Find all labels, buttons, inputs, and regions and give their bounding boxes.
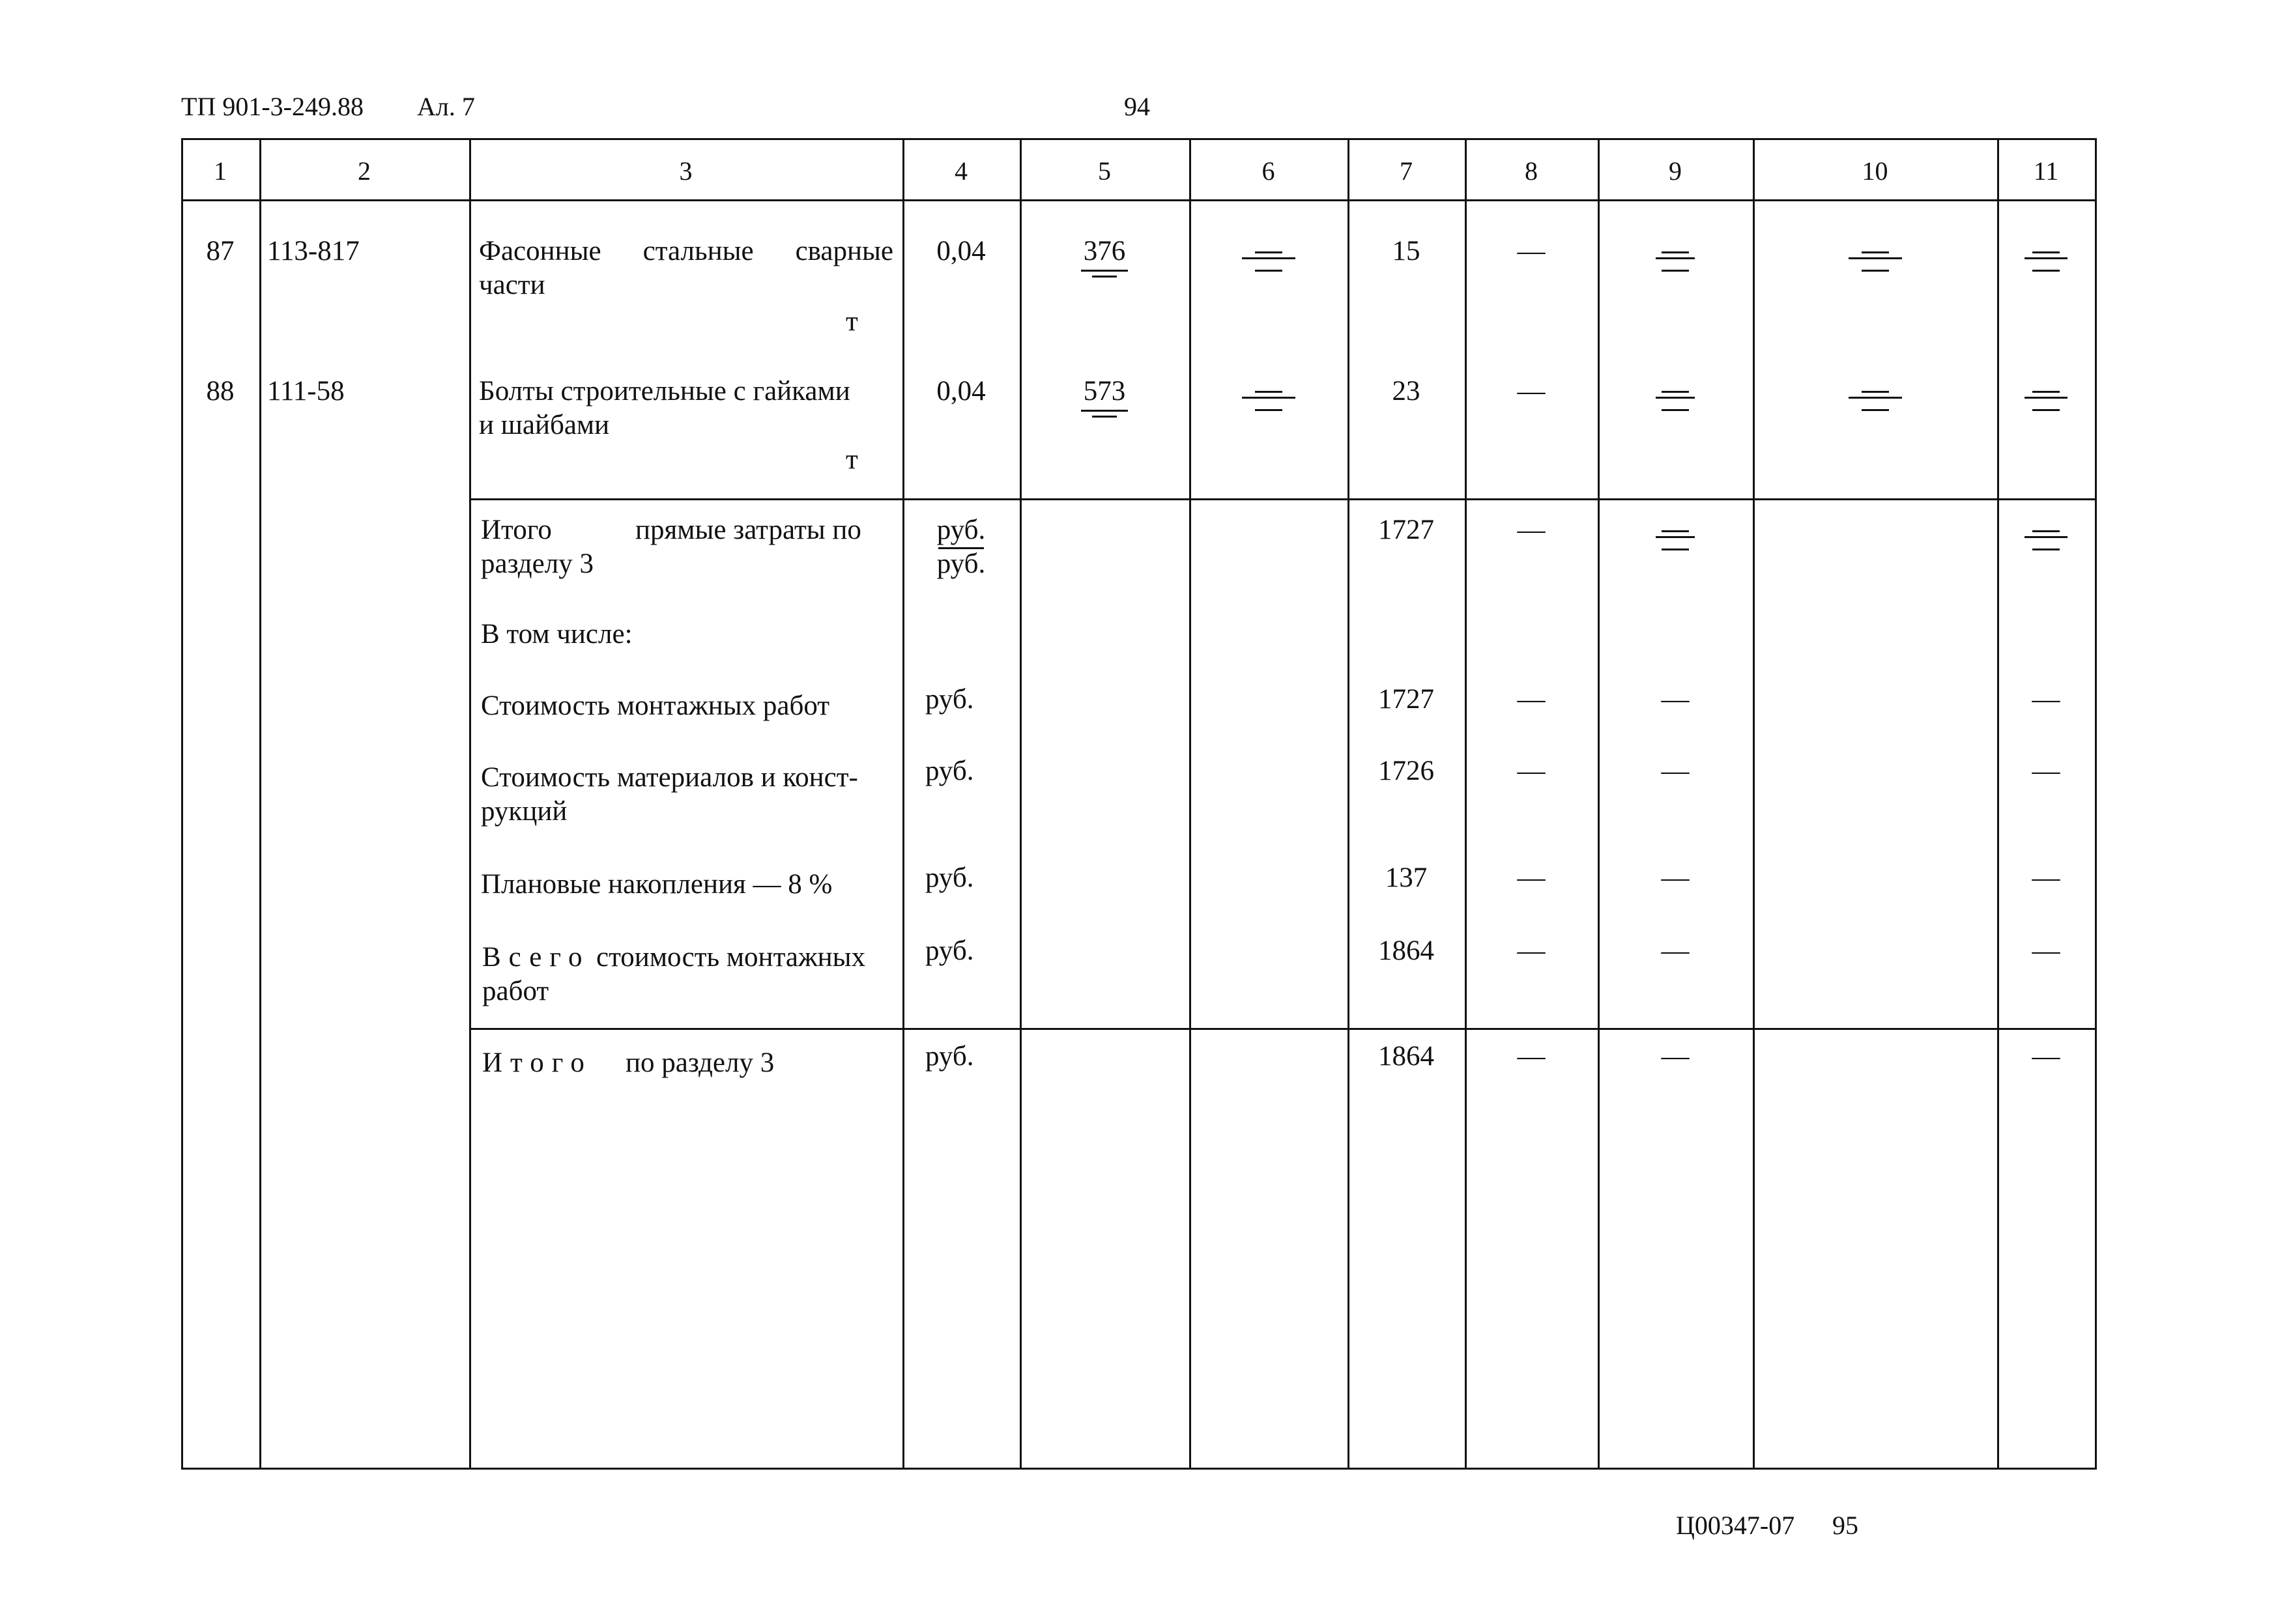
total-col9: —	[1661, 935, 1690, 966]
row-unit: т	[846, 306, 858, 337]
item-label: Стоимость монтажных работ	[481, 691, 830, 721]
col-header-11: 11	[2033, 156, 2059, 186]
row-col8-value: —	[1517, 236, 1546, 266]
row-col5-value: 573	[1083, 376, 1126, 406]
table-top-border	[181, 138, 2097, 140]
col-line-9	[1753, 138, 1755, 1470]
summary-unit-bottom: руб.	[936, 548, 986, 579]
col-header-1: 1	[214, 156, 227, 186]
row-name-line2: части	[479, 270, 545, 300]
row-col5-fraction	[1020, 235, 1189, 278]
row-col5-fraction	[1020, 375, 1189, 418]
item-col8: —	[1517, 684, 1546, 715]
item-col7: 137	[1385, 862, 1428, 893]
col-line-8	[1598, 138, 1600, 1470]
summary-col7: 1727	[1378, 515, 1434, 545]
item-label: Стоимость материалов и конст-	[481, 762, 858, 793]
col-header-8: 8	[1525, 156, 1538, 186]
col-header-10: 10	[1862, 156, 1888, 186]
page-number: 94	[1124, 92, 1150, 121]
row-col7-value: 23	[1392, 376, 1420, 406]
col-line-10	[1997, 138, 1999, 1470]
row-unit: т	[846, 444, 858, 475]
section-total-col8: —	[1517, 1041, 1546, 1072]
section-total-col9: —	[1661, 1041, 1690, 1072]
row-code: 113-817	[267, 236, 360, 266]
col-line-2	[469, 138, 471, 1470]
row-col10-fraction	[1753, 250, 1997, 272]
item-col7: 1727	[1378, 684, 1434, 715]
row-name-line1: Болты строительные с гайками	[479, 376, 850, 406]
item-label: Плановые накопления — 8 %	[481, 869, 833, 900]
summary-unit-top: руб.	[936, 515, 986, 545]
item-col11: —	[2032, 756, 2060, 786]
table-bottom-border	[181, 1468, 2097, 1470]
row-col10-fraction	[1753, 390, 1997, 411]
col-header-6: 6	[1261, 156, 1275, 186]
section-total-unit: руб.	[925, 1041, 974, 1072]
total-col8: —	[1517, 935, 1546, 966]
item-col9: —	[1661, 684, 1690, 715]
document-code: ТП 901-3-249.88	[181, 92, 364, 121]
row-quantity: 0,04	[936, 236, 986, 266]
row-col5-value: 376	[1083, 236, 1126, 266]
album-number: Ал. 7	[417, 92, 475, 121]
row-col6-fraction	[1189, 250, 1347, 272]
section-total-col11: —	[2032, 1041, 2060, 1072]
col-header-4: 4	[955, 156, 968, 186]
row-code: 111-58	[267, 376, 345, 406]
row-col9-fraction	[1598, 390, 1753, 411]
total-col11: —	[2032, 935, 2060, 966]
item-col9: —	[1661, 862, 1690, 893]
item-label-line2: рукций	[481, 796, 568, 827]
row-quantity: 0,04	[936, 376, 986, 406]
row-col8-value: —	[1517, 376, 1546, 406]
item-unit: руб.	[925, 862, 974, 893]
total-word: Всего	[482, 942, 590, 973]
summary-col9-fraction	[1598, 529, 1753, 550]
row-col6-fraction	[1189, 390, 1347, 411]
section-total-col7: 1864	[1378, 1041, 1434, 1072]
summary-itogo-word: Итого	[481, 515, 552, 545]
col-header-9: 9	[1669, 156, 1682, 186]
col-header-5: 5	[1098, 156, 1111, 186]
col-line-3	[902, 138, 904, 1470]
total-unit: руб.	[925, 935, 974, 966]
row-col11-fraction	[1997, 250, 2095, 272]
row-number: 88	[206, 376, 235, 406]
section-total-word: Итого	[482, 1047, 592, 1078]
col-header-7: 7	[1400, 156, 1413, 186]
col-header-2: 2	[358, 156, 371, 186]
row-col7-value: 15	[1392, 236, 1420, 266]
summary-itogo-rest: прямые затраты по	[635, 515, 861, 545]
item-col9: —	[1661, 756, 1690, 786]
item-col11: —	[2032, 862, 2060, 893]
item-unit: руб.	[925, 684, 974, 715]
total-col7: 1864	[1378, 935, 1434, 966]
section-total-rest: по разделу 3	[626, 1047, 775, 1078]
item-col11: —	[2032, 684, 2060, 715]
col-line-5	[1189, 138, 1191, 1470]
footer-code: Ц00347-07	[1676, 1511, 1795, 1540]
summary-itogo-line2: разделу 3	[481, 548, 594, 579]
row-number: 87	[206, 236, 235, 266]
row-name-line1: Фасонные стальные сварные	[479, 236, 893, 266]
row-name-line2: и шайбами	[479, 410, 610, 440]
item-unit: руб.	[925, 756, 974, 786]
col-line-1	[259, 138, 261, 1470]
item-col8: —	[1517, 756, 1546, 786]
row-col9-fraction	[1598, 250, 1753, 272]
section-total-divider	[469, 1028, 2097, 1030]
footer-page: 95	[1832, 1511, 1858, 1540]
col-line-11	[2095, 138, 2097, 1470]
item-col8: —	[1517, 862, 1546, 893]
row-col11-fraction	[1997, 390, 2095, 411]
in-that-number-label: В том числе:	[481, 619, 633, 649]
total-line2: работ	[482, 976, 549, 1006]
summary-col11-fraction	[1997, 529, 2095, 550]
item-col7: 1726	[1378, 756, 1434, 786]
col-line-6	[1347, 138, 1349, 1470]
header-row-divider	[181, 199, 2097, 201]
col-line-4	[1020, 138, 1022, 1470]
summary-col8: —	[1517, 515, 1546, 545]
summary-divider	[469, 498, 2097, 500]
col-line-0	[181, 138, 183, 1470]
total-rest-line1: стоимость монтажных	[596, 942, 866, 973]
col-header-3: 3	[679, 156, 693, 186]
col-line-7	[1465, 138, 1467, 1470]
